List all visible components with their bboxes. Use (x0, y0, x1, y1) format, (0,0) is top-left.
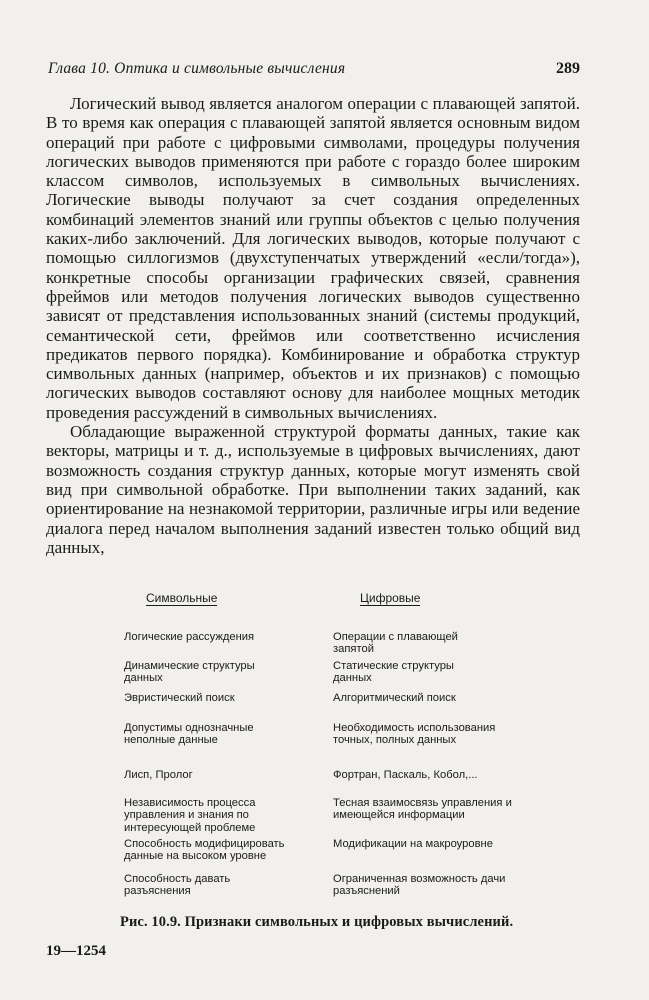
digital-feature: Тесная взаимосвязь управления и имеющейся информации (333, 797, 512, 822)
running-header (48, 60, 580, 84)
symbolic-feature: Динамические структуры данных (124, 660, 255, 685)
figure-caption: Рис. 10.9. Признаки символьных и цифровых вычислений. (120, 914, 514, 930)
symbolic-feature: Независимость процесса управления и знания по интересующей проблеме (124, 797, 256, 834)
paragraph: Логический вывод является аналогом операции с плавающей запятой. В то время как операция с плавающей запятой является основным видом операций при работе с цифровыми символами, процедуры получения логических выводов применяются при работе с гораздо более широким классом символов, используемых в символьных вычислениях. Логические выводы получают за счет создания определенных комбинаций элементов знаний или группы объектов с целью получения каких-либо заключений. Для логических выводов, которые получают с помощью силлогизмов (двухступенчатых утверждений «если/тогда»), конкретные способы организации графических связей, сравнения фреймов или методов получения логических выводов существенно зависят от представления использованных знаний (системы продукций, семантической сети, фреймов или соответственно исчисления предикатов первого порядка). Комбинирование и обработка структур символьных данных (например, объектов и их признаков) с помощью логических выводов составляют основу для наиболее мощных методик проведения рассуждений в символьных вычислениях. (46, 94, 580, 422)
comparison-figure (0, 586, 649, 926)
symbolic-feature: Логические рассуждения (124, 631, 255, 643)
symbolic-feature: Лисп, Пролог (124, 769, 193, 781)
page-number: 289 (556, 60, 580, 77)
digital-feature: Операции с плавающей запятой (333, 631, 458, 656)
symbolic-feature: Эвристический поиск (124, 692, 235, 704)
chapter-title: Глава 10. Оптика и символьные вычисления (48, 60, 346, 77)
digital-feature: Статические структуры данных (333, 660, 454, 685)
digital-feature: Необходимость использования точных, полных данных (333, 722, 496, 747)
paragraph: Обладающие выраженной структурой форматы данных, такие как векторы, матрицы и т. д., используемые в цифровых вычислениях, дают возможность создания структур данных, которые могут изменять свой вид при символьной обработке. При выполнении таких заданий, как ориентирование на незнакомой территории, различные игры или ведение диалога перед началом выполнения заданий известен только общий вид данных, (46, 422, 580, 557)
column-header-digital: Цифровые (360, 591, 421, 605)
digital-feature: Фортран, Паскаль, Кобол,... (333, 769, 478, 781)
symbolic-feature: Допустимы однозначные неполные данные (124, 722, 254, 747)
digital-feature: Ограниченная возможность дачи разъяснений (333, 873, 506, 898)
body-text (46, 94, 580, 557)
digital-feature: Алгоритмический поиск (333, 692, 456, 704)
printer-signature: 19—1254 (46, 943, 106, 959)
symbolic-feature: Способность давать разъяснения (124, 873, 231, 898)
column-header-symbolic: Символьные (146, 591, 218, 605)
digital-feature: Модификации на макроуровне (333, 838, 493, 850)
symbolic-feature: Способность модифицировать данные на высоком уровне (124, 838, 285, 863)
